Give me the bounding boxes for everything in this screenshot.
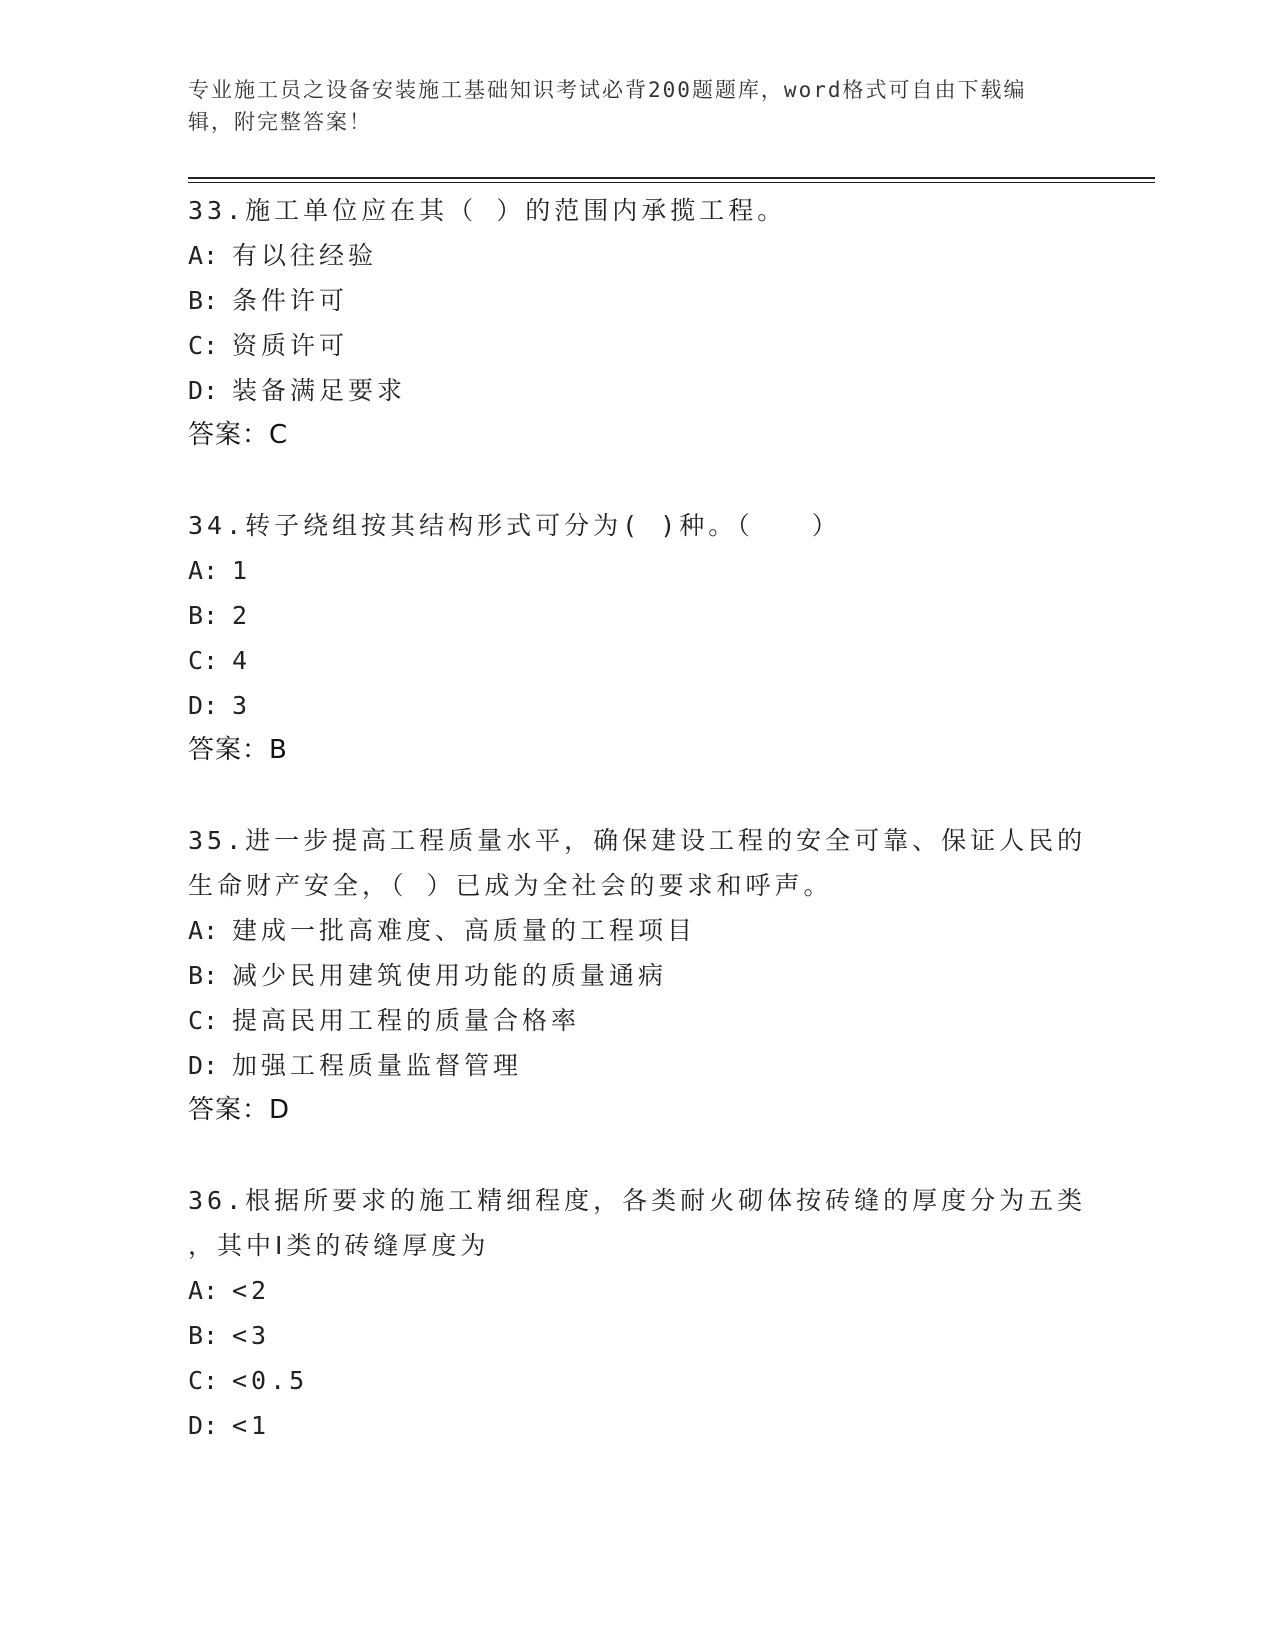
option-d <box>188 683 1088 728</box>
option-text: <1 <box>232 1411 271 1440</box>
header-divider-thin <box>188 182 1155 183</box>
option-text: 1 <box>232 556 252 585</box>
option-key: A: <box>188 556 219 585</box>
option-text: 装备满足要求 <box>232 376 407 405</box>
question-list <box>188 188 1088 1493</box>
option-text: 资质许可 <box>232 331 349 360</box>
option-key: C: <box>188 1006 219 1035</box>
option-key: D: <box>188 1051 219 1080</box>
option-key: B: <box>188 601 219 630</box>
option-text: 减少民用建筑使用功能的质量通病 <box>232 961 668 990</box>
option-key: C: <box>188 1366 219 1395</box>
question-35 <box>188 818 1088 1133</box>
option-text: 提高民用工程的质量合格率 <box>232 1006 581 1035</box>
option-text: 2 <box>232 601 252 630</box>
option-text: <0.5 <box>232 1366 309 1395</box>
header-divider-thick <box>188 177 1155 179</box>
answer-line: 答案：D <box>188 1095 291 1125</box>
option-key: B: <box>188 286 219 315</box>
option-key: B: <box>188 961 219 990</box>
document-header: 专业施工员之设备安装施工基础知识考试必背200题题库，word格式可自由下载编辑，附完整答案！ <box>188 78 1027 134</box>
option-text: 有以往经验 <box>232 241 378 270</box>
option-b <box>188 278 1088 323</box>
question-stem: 33.施工单位应在其（ ）的范围内承揽工程。 <box>188 196 787 225</box>
option-b <box>188 1313 1088 1358</box>
option-key: C: <box>188 331 219 360</box>
question-36 <box>188 1178 1088 1448</box>
option-key: D: <box>188 376 219 405</box>
option-key: A: <box>188 1276 219 1305</box>
option-d <box>188 1403 1088 1448</box>
answer-line: 答案：C <box>188 420 289 450</box>
question-stem: 35.进一步提高工程质量水平，确保建设工程的安全可靠、保证人民的生命财产安全，（ ）已成为全社会的要求和呼声。 <box>188 826 1087 900</box>
question-stem: 36.根据所要求的施工精细程度，各类耐火砌体按砖缝的厚度分为五类 ，其中Ⅰ类的砖缝厚度为 <box>188 1186 1087 1260</box>
option-text: <3 <box>232 1321 271 1350</box>
option-c <box>188 1358 1088 1403</box>
option-a <box>188 548 1088 593</box>
option-key: D: <box>188 1411 219 1440</box>
option-text: 建成一批高难度、高质量的工程项目 <box>232 916 697 945</box>
option-b <box>188 593 1088 638</box>
option-text: 4 <box>232 646 252 675</box>
option-c <box>188 638 1088 683</box>
option-c <box>188 323 1088 368</box>
option-a <box>188 1268 1088 1313</box>
option-key: A: <box>188 241 219 270</box>
option-b <box>188 953 1088 998</box>
question-33 <box>188 188 1088 458</box>
option-key: D: <box>188 691 219 720</box>
option-d <box>188 368 1088 413</box>
option-key: B: <box>188 1321 219 1350</box>
question-stem: 34.转子绕组按其结构形式可分为( )种。（ ） <box>188 511 841 540</box>
option-c <box>188 998 1088 1043</box>
question-34 <box>188 503 1088 773</box>
option-text: 加强工程质量监督管理 <box>232 1051 523 1080</box>
option-d <box>188 1043 1088 1088</box>
option-text: 3 <box>232 691 252 720</box>
option-key: A: <box>188 916 219 945</box>
option-text: <2 <box>232 1276 271 1305</box>
option-key: C: <box>188 646 219 675</box>
answer-line: 答案：B <box>188 735 288 765</box>
option-a <box>188 908 1088 953</box>
option-a <box>188 233 1088 278</box>
option-text: 条件许可 <box>232 286 349 315</box>
